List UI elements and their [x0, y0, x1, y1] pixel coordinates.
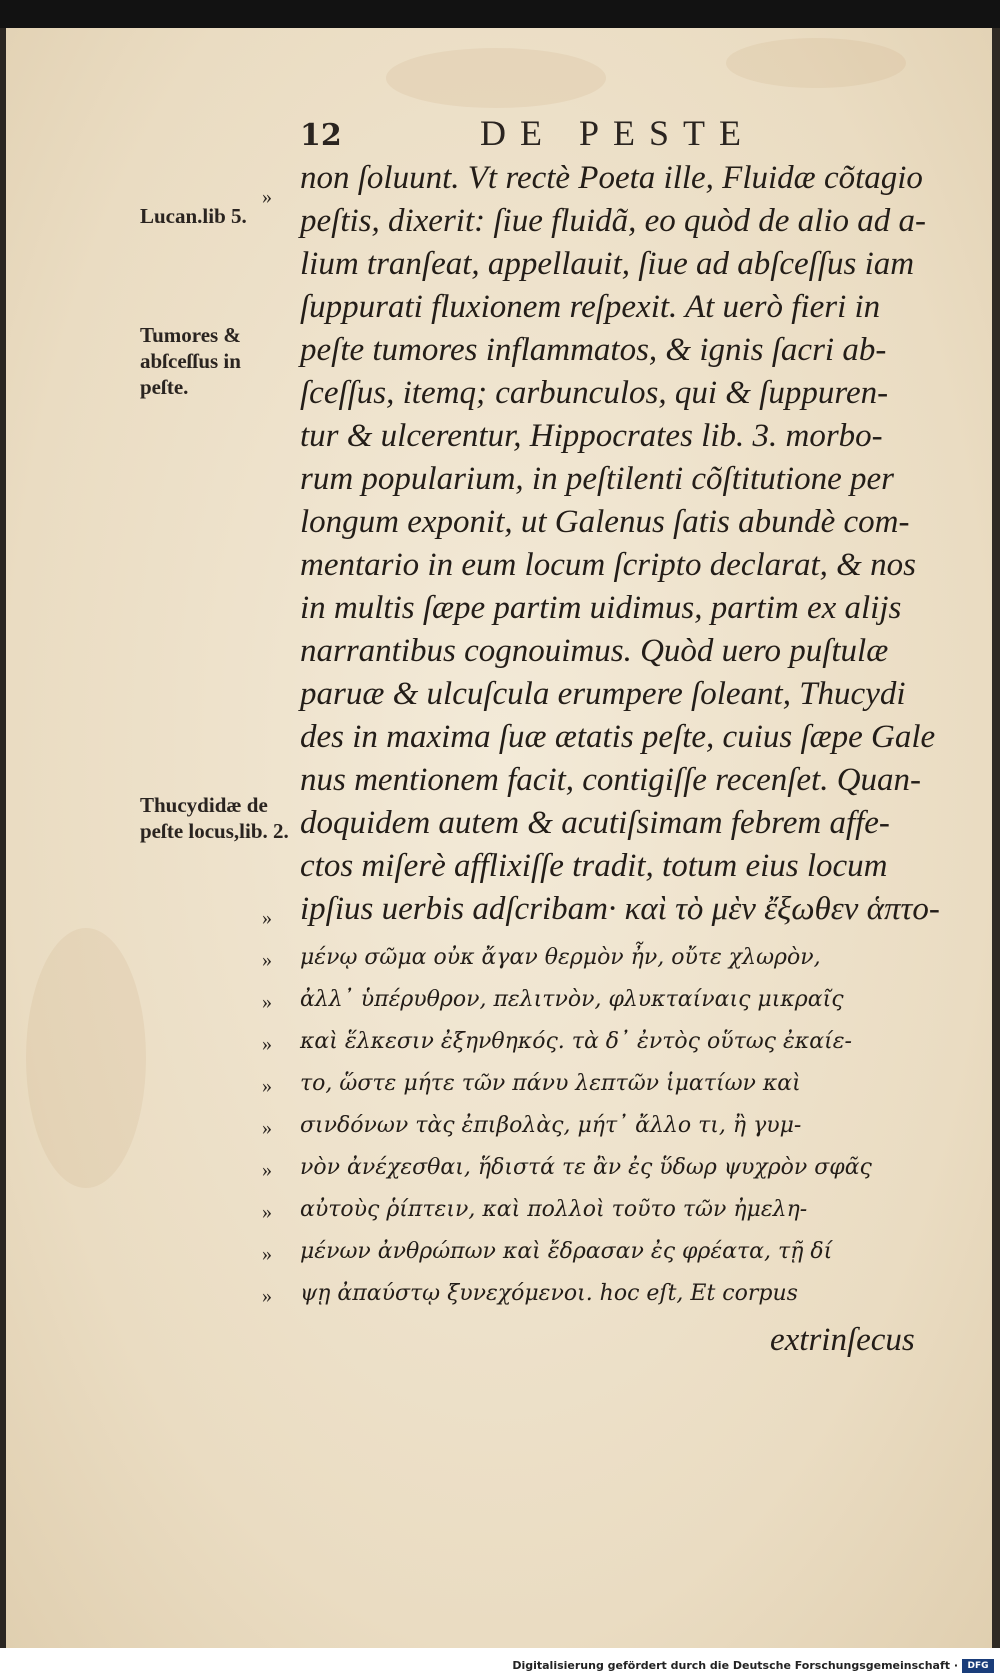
quote-mark: »: [262, 1075, 272, 1097]
text-line: ſuppurati fluxionem reſpexit. At uerò fieri in: [300, 289, 881, 325]
margin-note-thucydides: Thucydidæ de peſte locus,lib. 2.: [140, 793, 289, 843]
quote-mark: »: [262, 991, 272, 1013]
greek-line: ψῃ ἀπαύστῳ ξυνεχόμενοι. hoc eſt, Et corpus: [300, 1281, 798, 1306]
text-line: lium tranſeat, appellauit, ſiue ad abſceſſus iam: [300, 246, 915, 282]
greek-line: το, ὥστε μήτε τῶν πάνυ λεπτῶν ἱματίων καὶ: [300, 1071, 801, 1096]
quote-mark: »: [262, 1033, 272, 1055]
text-line: peſtis, dixerit: ſiue fluidã, eo quòd de alio ad a-: [300, 203, 926, 239]
page-stain: [386, 48, 606, 108]
quote-mark: »: [262, 1117, 272, 1139]
greek-line: μένων ἀνθρώπων καὶ ἔδρασαν ἐς φρέατα, τῇ δί: [300, 1239, 833, 1264]
greek-line: καὶ ἕλκεσιν ἐξηνθηκός. τὰ δ᾽ ἐντὸς οὕτως ἐκαίε-: [300, 1029, 852, 1054]
text-line: ctos miſerè afflixiſſe tradit, totum eius locum: [300, 848, 888, 884]
text-line: rum popularium, in peſtilenti cõſtitutione per: [300, 461, 894, 497]
text-line: ſceſſus, itemq; carbunculos, qui & ſuppuren-: [300, 375, 889, 411]
text-line: mentario in eum locum ſcripto declarat, & nos: [300, 547, 916, 583]
greek-line: ἀλλ᾽ ὑπέρυθρον, πελιτνὸν, φλυκταίναις μικραῖς: [300, 987, 844, 1012]
page-number: 12: [300, 118, 342, 153]
margin-note-lucan: Lucan.lib 5.: [140, 204, 247, 228]
text-line: tur & ulcerentur, Hippocrates lib. 3. morbo-: [300, 418, 883, 454]
quote-mark: »: [262, 907, 272, 929]
running-title: DE PESTE: [480, 113, 756, 153]
funding-credit: Digitalisierung gefördert durch die Deutsche Forschungsgemeinschaft ·: [512, 1659, 958, 1672]
scan-right-edge: [992, 28, 1000, 1648]
quote-mark: »: [262, 1159, 272, 1181]
text-line: des in maxima ſuæ ætatis peſte, cuius ſæpe Gale: [300, 719, 936, 755]
text-line: ipſius uerbis adſcribam· καὶ τὸ μὲν ἔξωθεν ἁπτο-: [300, 891, 940, 927]
text-line: doquidem autem & acutiſsimam febrem affe-: [300, 805, 890, 841]
text-line: in multis ſæpe partim uidimus, partim ex alijs: [300, 590, 902, 626]
scan-top-border: [0, 0, 1000, 28]
text-line: non ſoluunt. Vt rectè Poeta ille, Fluidæ cõtagio: [300, 160, 923, 196]
text-line: longum exponit, ut Galenus ſatis abundè com-: [300, 504, 910, 540]
quote-mark: »: [262, 186, 272, 208]
greek-line: μένῳ σῶμα οὐκ ἄγαν θερμὸν ἦν, οὔτε χλωρὸν,: [300, 945, 821, 970]
footer-bar: [0, 1648, 1000, 1679]
quote-mark: »: [262, 949, 272, 971]
quote-mark: »: [262, 1243, 272, 1265]
page-stain: [726, 38, 906, 88]
text-line: peſte tumores inflammatos, & ignis ſacri ab-: [300, 332, 887, 368]
dfg-logo-icon: DFG: [962, 1659, 994, 1673]
greek-line: σινδόνων τὰς ἐπιβολὰς, μήτ᾽ ἄλλο τι, ἢ γυμ-: [300, 1113, 802, 1138]
catchword: extrinſecus: [770, 1322, 915, 1358]
text-line: narrantibus cognouimus. Quòd uero puſtulæ: [300, 633, 889, 669]
text-line: paruæ & ulcuſcula erumpere ſoleant, Thucydi: [300, 676, 906, 712]
greek-line: αὐτοὺς ῥίπτειν, καὶ πολλοὶ τοῦτο τῶν ἠμελη-: [300, 1197, 808, 1222]
page-stain: [26, 928, 146, 1188]
quote-mark: »: [262, 1285, 272, 1307]
quote-mark: »: [262, 1201, 272, 1223]
text-line: nus mentionem facit, contigiſſe recenſet. Quan-: [300, 762, 922, 798]
margin-note-tumores: Tumores & abſceſſus in peſte.: [140, 323, 241, 399]
greek-line: νὸν ἀνέχεσθαι, ἥδιστά τε ἂν ἐς ὕδωρ ψυχρὸν σφᾶς: [300, 1155, 872, 1180]
